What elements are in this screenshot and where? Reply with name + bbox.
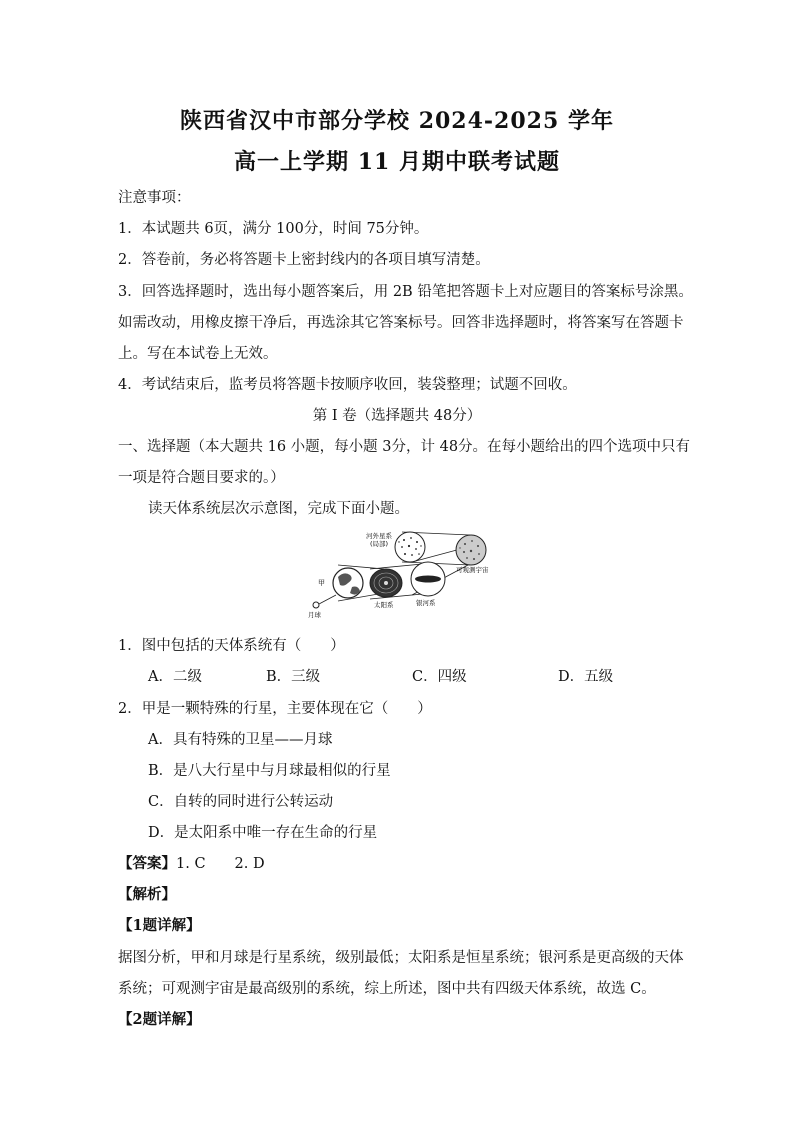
answer-label: 【答案】	[118, 855, 176, 872]
answer-row	[118, 852, 265, 873]
label-moon: 月球	[308, 611, 321, 619]
detail-1-text: 据图分析，甲和月球是行星系统，级别最低；太阳系是恒星系统；银河系是更高级的天体	[118, 950, 684, 966]
q1-option-d: D．五级	[558, 669, 614, 685]
label-observable-universe: 可观测宇宙	[456, 566, 489, 574]
q2-option-c: C．自转的同时进行公转运动	[148, 794, 334, 810]
part-intro: 一、选择题（本大题共 16 小题，每小题 3分，计 48分。在每小题给出的四个选项中只有	[118, 439, 691, 455]
section-title: 第 I 卷（选择题共 48分）	[312, 408, 482, 424]
label-solar-system: 太阳系	[374, 601, 394, 609]
q1-option-a: A．二级	[148, 669, 202, 685]
reading-prompt: 读天体系统层次示意图，完成下面小题。	[148, 501, 409, 517]
galaxy-outer-circle	[395, 532, 425, 562]
q2-option-b: B．是八大行星中与月球最相似的行星	[148, 763, 391, 779]
part-intro-cont: 一项是符合题目要求的。）	[118, 470, 285, 486]
question-1-stem: 1．图中包括的天体系统有（ ）	[118, 638, 345, 654]
document-title-line1: 陕西省汉中市部分学校 2024-2025 学年	[180, 108, 614, 134]
detail-1-label: 【1题详解】	[118, 917, 201, 934]
q2-option-d: D．是太阳系中唯一存在生命的行星	[148, 825, 378, 841]
q2-option-a: A．具有特殊的卫星——月球	[148, 732, 333, 748]
q1-option-b: B．三级	[266, 669, 321, 685]
question-2-stem: 2．甲是一颗特殊的行星，主要体现在它（ ）	[118, 701, 432, 717]
document-title-line2: 高一上学期 11 月期中联考试题	[234, 149, 560, 175]
label-milky-way: 银河系	[416, 599, 436, 607]
q1-option-c: C．四级	[412, 669, 467, 685]
notice-item-3-cont2: 上。写在本试卷上无效。	[118, 346, 278, 362]
detail-2-label: 【2题详解】	[118, 1011, 201, 1028]
detail-1-text-cont: 系统；可观测宇宙是最高级别的系统，综上所述，图中共有四级天体系统，故选 C。	[118, 981, 656, 997]
label-galaxy-outer: 河外星系	[366, 532, 392, 540]
analysis-label: 【解析】	[118, 886, 176, 903]
celestial-system-figure	[308, 527, 508, 619]
notice-item-3-cont: 如需改动，用橡皮擦干净后，再选涂其它答案标号。回答非选择题时，将答案写在答题卡	[118, 315, 684, 331]
notice-heading: 注意事项：	[118, 190, 191, 206]
notice-item-4: 4．考试结束后，监考员将答题卡按顺序收回，装袋整理；试题不回收。	[118, 377, 577, 393]
notice-item-1: 1．本试题共 6页，满分 100分，时间 75分钟。	[118, 221, 429, 237]
notice-item-3: 3．回答选择题时，选出每小题答案后，用 2B 铅笔把答题卡上对应题目的答案标号涂黑。	[118, 284, 693, 300]
notice-item-2: 2．答卷前，务必将答题卡上密封线内的各项目填写清楚。	[118, 252, 490, 268]
label-jia: 甲	[318, 579, 325, 587]
moon-icon	[313, 602, 319, 608]
label-galaxy-outer-sub: (局部)	[370, 540, 389, 548]
answer-text: 1. C 2. D	[176, 856, 265, 872]
